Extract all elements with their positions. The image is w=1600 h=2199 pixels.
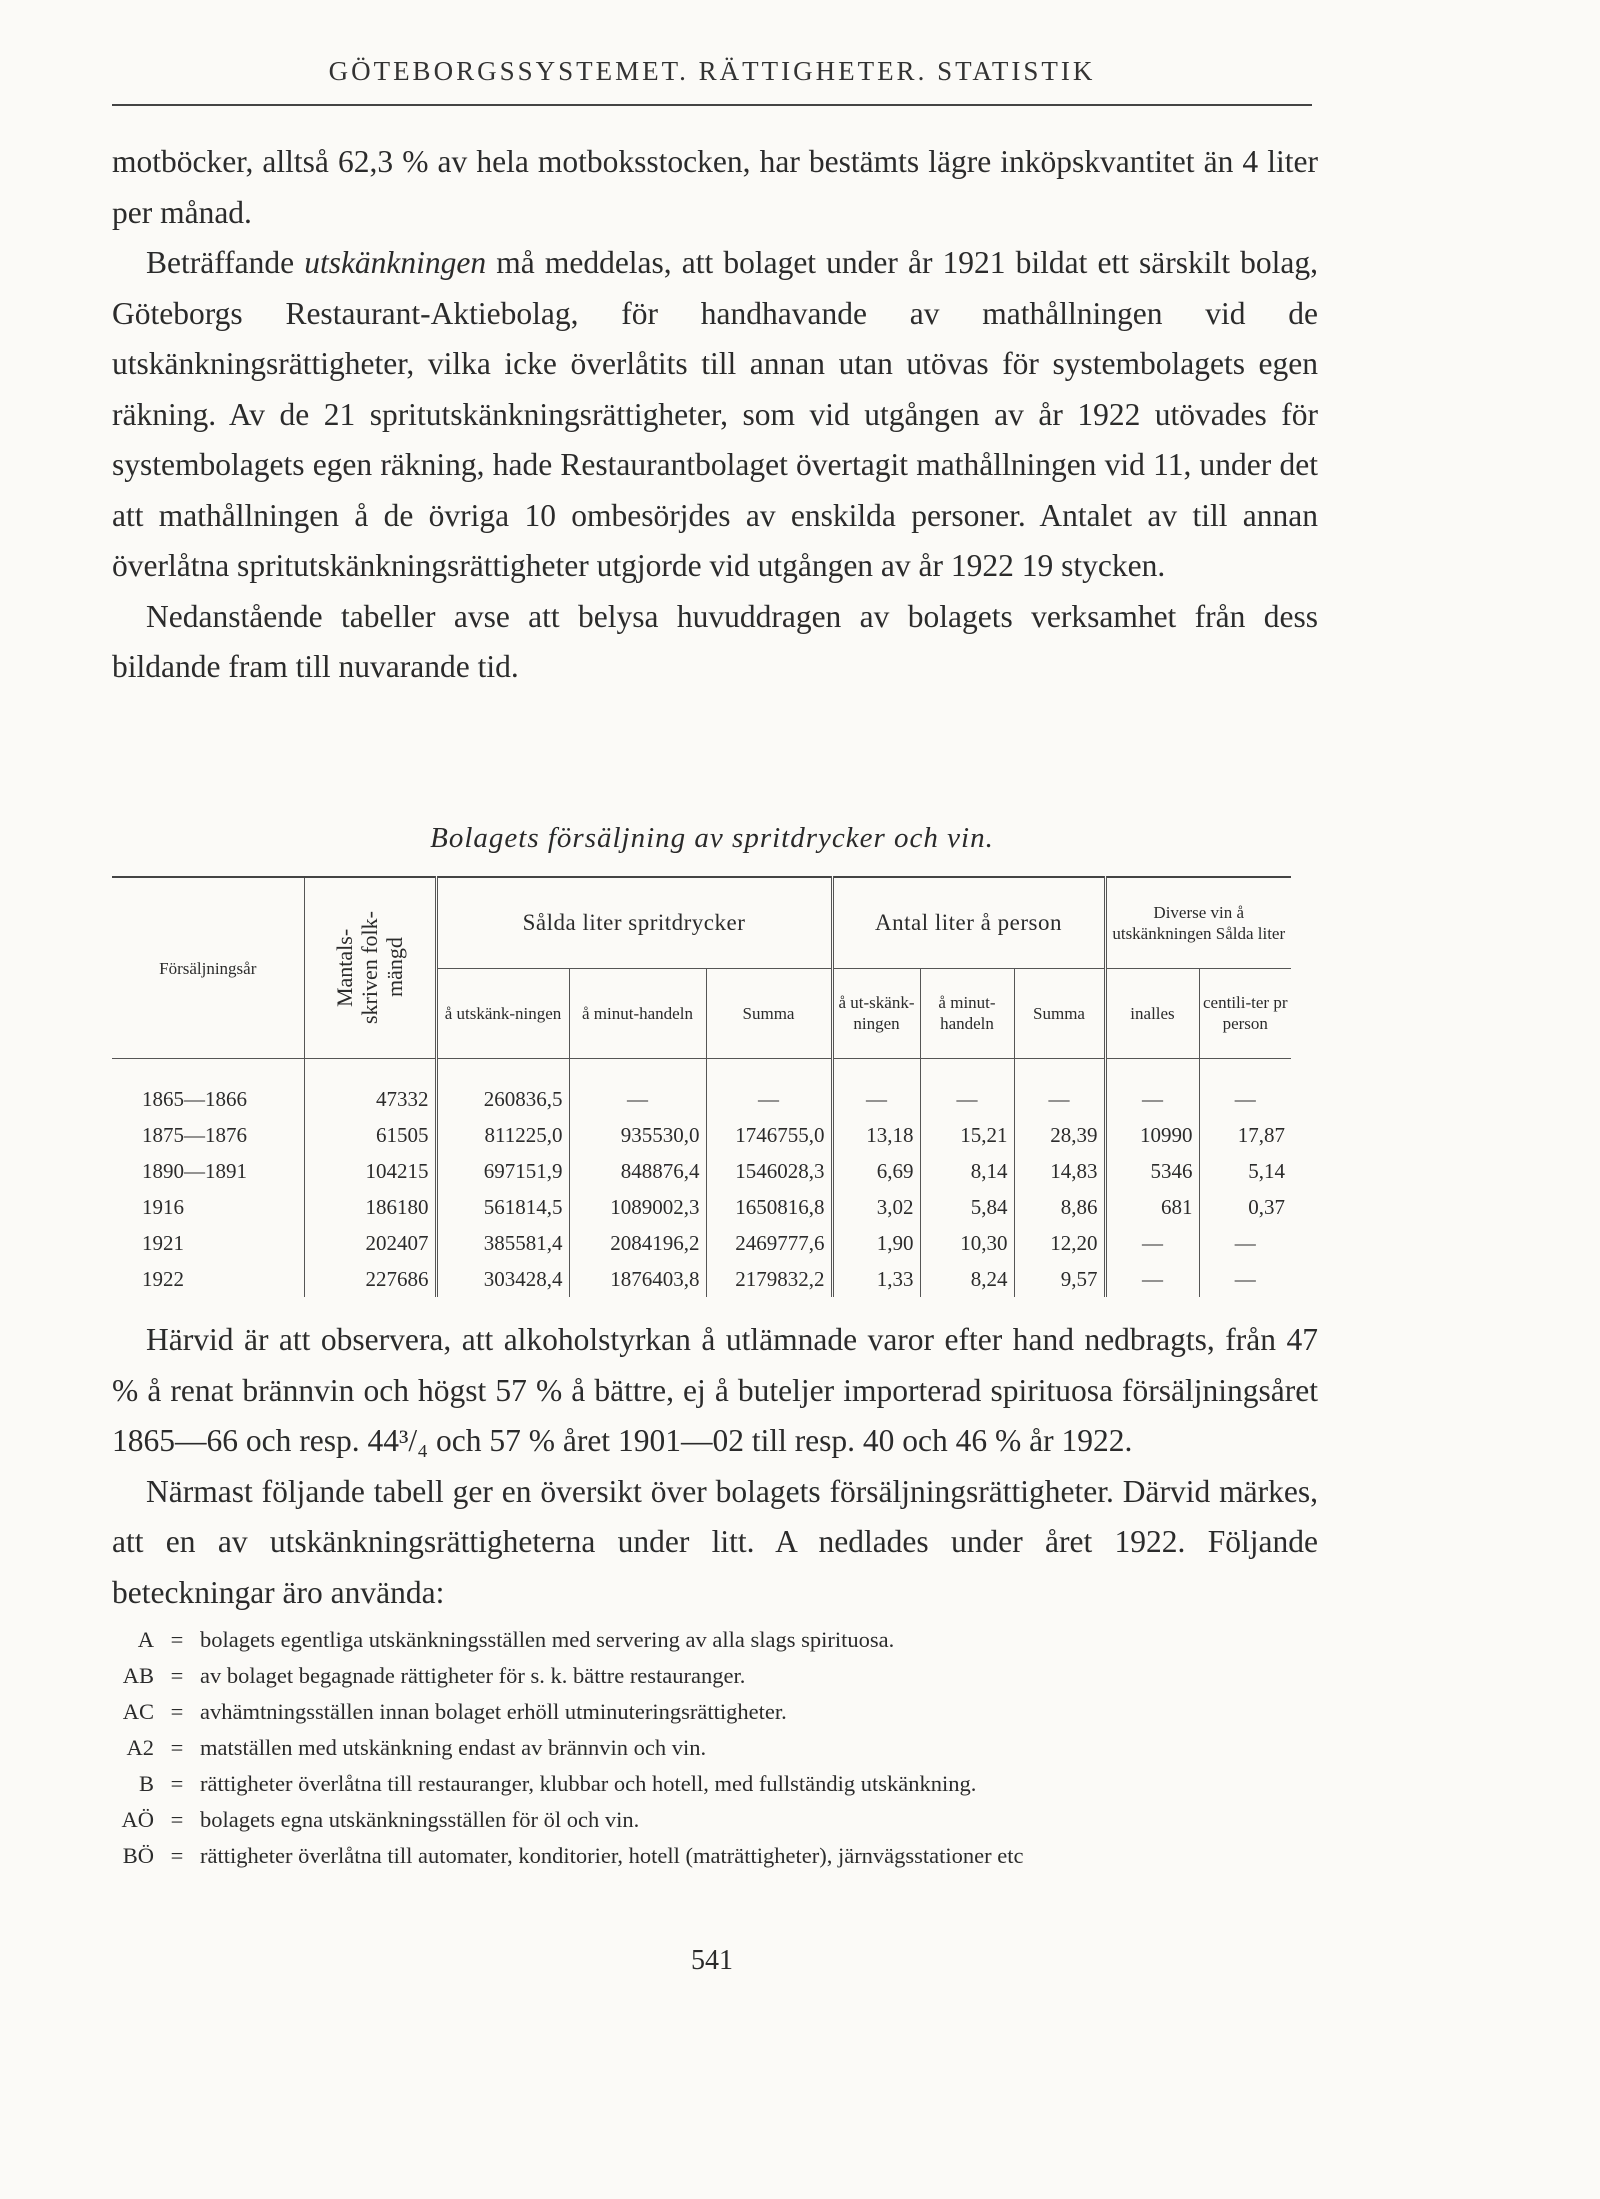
cell-year: 1875—1876 [142,1122,247,1147]
cell-summa: 2469777,6 [706,1225,832,1261]
paragraph-alcohol-strength: Härvid är att observera, att alkoholstyrkan å utlämnade varor efter hand nedbragts, från 47 % å renat brännvin och högst 57 % å bättre, ej å buteljer importerad spirituosa försäljningsåret 1865—66 och resp. 44³/₄ och 57 % året 1901—02 till resp. 40 och 46 % år 1922. [112,1322,1318,1458]
header-population-label: Mantals- skriven folk- mängd [332,911,407,1025]
cell-minut: 1089002,3 [569,1189,706,1225]
legend-equals: = [170,1735,184,1760]
cell-population: 47332 [304,1081,436,1117]
legend-text: rättigheter överlåtna till restauranger, klubbar och hotell, med fullständig utskänkning. [200,1771,977,1796]
sales-table [112,876,1291,1297]
cell-minut: — [569,1081,706,1117]
cell-year: 1865—1866 [142,1086,247,1111]
header-summa: Summa [706,968,832,1058]
legend-equals: = [170,1843,184,1868]
cell-summa: 1546028,3 [706,1153,832,1189]
cell-utskank: 811225,0 [436,1117,569,1153]
page-number: 541 [691,1945,733,1976]
header-year: Försäljningsår [112,877,304,1059]
legend-item [112,1622,1322,1658]
cell-pp-summa: 12,20 [1014,1225,1105,1261]
cell-population: 104215 [304,1153,436,1189]
cell-pp-utskank: — [832,1081,920,1117]
cell-year: 1890—1891 [142,1158,247,1183]
paragraph-rights-intro: Närmast följande tabell ger en översikt över bolagets försäljningsrättigheter. Därvid märkes, att en av utskänkningsrättigheterna under litt. A nedlades under året 1922. Följande beteckningar äro använda: [112,1473,1318,1610]
cell-minut: 1876403,8 [569,1261,706,1297]
cell-pp-summa: — [1014,1081,1105,1117]
legend-code: AB [122,1663,154,1688]
cell-summa: 1650816,8 [706,1189,832,1225]
legend-code: AÖ [121,1807,154,1832]
cell-minut: 935530,0 [569,1117,706,1153]
header-minuthandeln: å minut-handeln [569,968,706,1058]
legend-text: bolagets egentliga utskänkningsställen med servering av alla slags spirituosa. [200,1627,895,1652]
cell-inalles: 681 [1105,1189,1199,1225]
legend-equals: = [170,1627,184,1652]
cell-summa: 2179832,2 [706,1261,832,1297]
header-centiliter: centili-ter pr person [1199,968,1291,1058]
legend-text: av bolaget begagnade rättigheter för s. k. bättre restauranger. [200,1663,746,1688]
legend-item [112,1802,1322,1838]
cell-summa: 1746755,0 [706,1117,832,1153]
cell-pp-minut: 15,21 [920,1117,1014,1153]
cell-pp-minut: 8,24 [920,1261,1014,1297]
cell-pp-utskank: 1,90 [832,1225,920,1261]
cell-inalles: — [1105,1081,1199,1117]
cell-pp-utskank: 13,18 [832,1117,920,1153]
legend-item [112,1838,1322,1874]
legend-equals: = [170,1699,184,1724]
legend-text: avhämtningsställen innan bolaget erhöll utminuteringsrättigheter. [200,1699,787,1724]
header-sold-spirits: Sålda liter spritdrycker [436,877,832,968]
cell-pp-utskank: 3,02 [832,1189,920,1225]
header-pp-summa: Summa [1014,968,1105,1058]
cell-population: 186180 [304,1189,436,1225]
cell-centiliter: — [1199,1081,1291,1117]
table-row [112,1081,1291,1117]
cell-centiliter: — [1199,1261,1291,1297]
cell-centiliter: 5,14 [1199,1153,1291,1189]
cell-minut: 848876,4 [569,1153,706,1189]
italic-term: utskänkningen [304,245,487,280]
table-row [112,1189,1291,1225]
cell-utskank: 561814,5 [436,1189,569,1225]
table-row [112,1153,1291,1189]
paragraph-prefix: Beträffande [146,245,305,280]
cell-pp-minut: 10,30 [920,1225,1014,1261]
cell-year: 1916 [142,1194,184,1219]
legend-text: rättigheter överlåtna till automater, konditorier, hotell (maträttigheter), järnvägsstationer etc [200,1843,1024,1868]
cell-summa: — [706,1081,832,1117]
legend-equals: = [170,1807,184,1832]
body-text-lower [112,1315,1318,1618]
cell-utskank: 697151,9 [436,1153,569,1189]
legend-code: B [138,1771,154,1796]
paragraph-tables-intro: Nedanstående tabeller avse att belysa huvuddragen av bolagets verksamhet från dess bildande fram till nuvarande tid. [112,598,1318,684]
header-inalles: inalles [1105,968,1199,1058]
body-text-upper [112,137,1318,693]
table-row [112,1225,1291,1261]
cell-centiliter: 0,37 [1199,1189,1291,1225]
legend-code: AC [122,1699,154,1724]
legend-item [112,1694,1322,1730]
cell-pp-utskank: 1,33 [832,1261,920,1297]
header-population [304,877,436,1059]
legend-list [112,1622,1322,1874]
cell-inalles: 5346 [1105,1153,1199,1189]
cell-centiliter: — [1199,1225,1291,1261]
table-row [112,1261,1291,1297]
cell-utskank: 260836,5 [436,1081,569,1117]
spacer-row [112,1059,1291,1082]
header-utskankningen: å utskänk-ningen [436,968,569,1058]
header-misc-wine: Diverse vin å utskänkningen Sålda liter [1105,877,1291,968]
running-header: GÖTEBORGSSYSTEMET. RÄTTIGHETER. STATISTIK [328,56,1096,86]
cell-pp-summa: 28,39 [1014,1117,1105,1153]
header-rule [112,104,1312,106]
legend-text: matställen med utskänkning endast av brännvin och vin. [200,1735,707,1760]
paragraph-utskankningen [112,238,1318,592]
cell-inalles: — [1105,1225,1199,1261]
legend-text: bolagets egna utskänkningsställen för öl och vin. [200,1807,640,1832]
cell-utskank: 303428,4 [436,1261,569,1297]
legend-item [112,1658,1322,1694]
cell-inalles: 10990 [1105,1117,1199,1153]
cell-pp-summa: 14,83 [1014,1153,1105,1189]
cell-pp-utskank: 6,69 [832,1153,920,1189]
cell-pp-summa: 9,57 [1014,1261,1105,1297]
cell-population: 227686 [304,1261,436,1297]
cell-population: 61505 [304,1117,436,1153]
cell-pp-minut: — [920,1081,1014,1117]
cell-pp-summa: 8,86 [1014,1189,1105,1225]
table-row [112,1117,1291,1153]
legend-code: A2 [126,1735,154,1760]
cell-minut: 2084196,2 [569,1225,706,1261]
cell-centiliter: 17,87 [1199,1117,1291,1153]
legend-equals: = [170,1663,184,1688]
legend-item [112,1766,1322,1802]
cell-year: 1922 [142,1266,184,1291]
legend-equals: = [170,1771,184,1796]
cell-year: 1921 [142,1230,184,1255]
cell-inalles: — [1105,1261,1199,1297]
paragraph-rest: må meddelas, att bolaget under år 1921 bildat ett särskilt bolag, Göteborgs Restaurant-Aktiebolag, för handhavande av mathållningen vid de utskänkningsrättigheter, vilka icke överlåtits till annan utan utövas för systembolagets egen räkning. Av de 21 spritutskänkningsrättigheter, som vid utgången av år 1922 utövades för systembolagets egen räkning, hade Restaurantbolaget övertagit mathållningen vid 11, under det att mathållningen å de övriga 10 ombesörjdes av enskilda personer. Antalet av till annan överlåtna spritutskänkningsrättigheter utgjorde vid utgången av år 1922 19 stycken. [112,245,1318,583]
header-per-person: Antal liter å person [832,877,1105,968]
cell-pp-minut: 8,14 [920,1153,1014,1189]
header-pp-utskankningen: å ut-skänk-ningen [832,968,920,1058]
legend-code: BÖ [122,1843,154,1868]
legend-item [112,1730,1322,1766]
cell-utskank: 385581,4 [436,1225,569,1261]
cell-pp-minut: 5,84 [920,1189,1014,1225]
cell-population: 202407 [304,1225,436,1261]
legend-code: A [137,1627,154,1652]
table-caption: Bolagets försäljning av spritdrycker och vin. [430,822,994,854]
paragraph-continued: motböcker, alltså 62,3 % av hela motboksstocken, har bestämts lägre inköpskvantitet än 4 liter per månad. [112,144,1318,230]
header-pp-minuthandeln: å minut-handeln [920,968,1014,1058]
